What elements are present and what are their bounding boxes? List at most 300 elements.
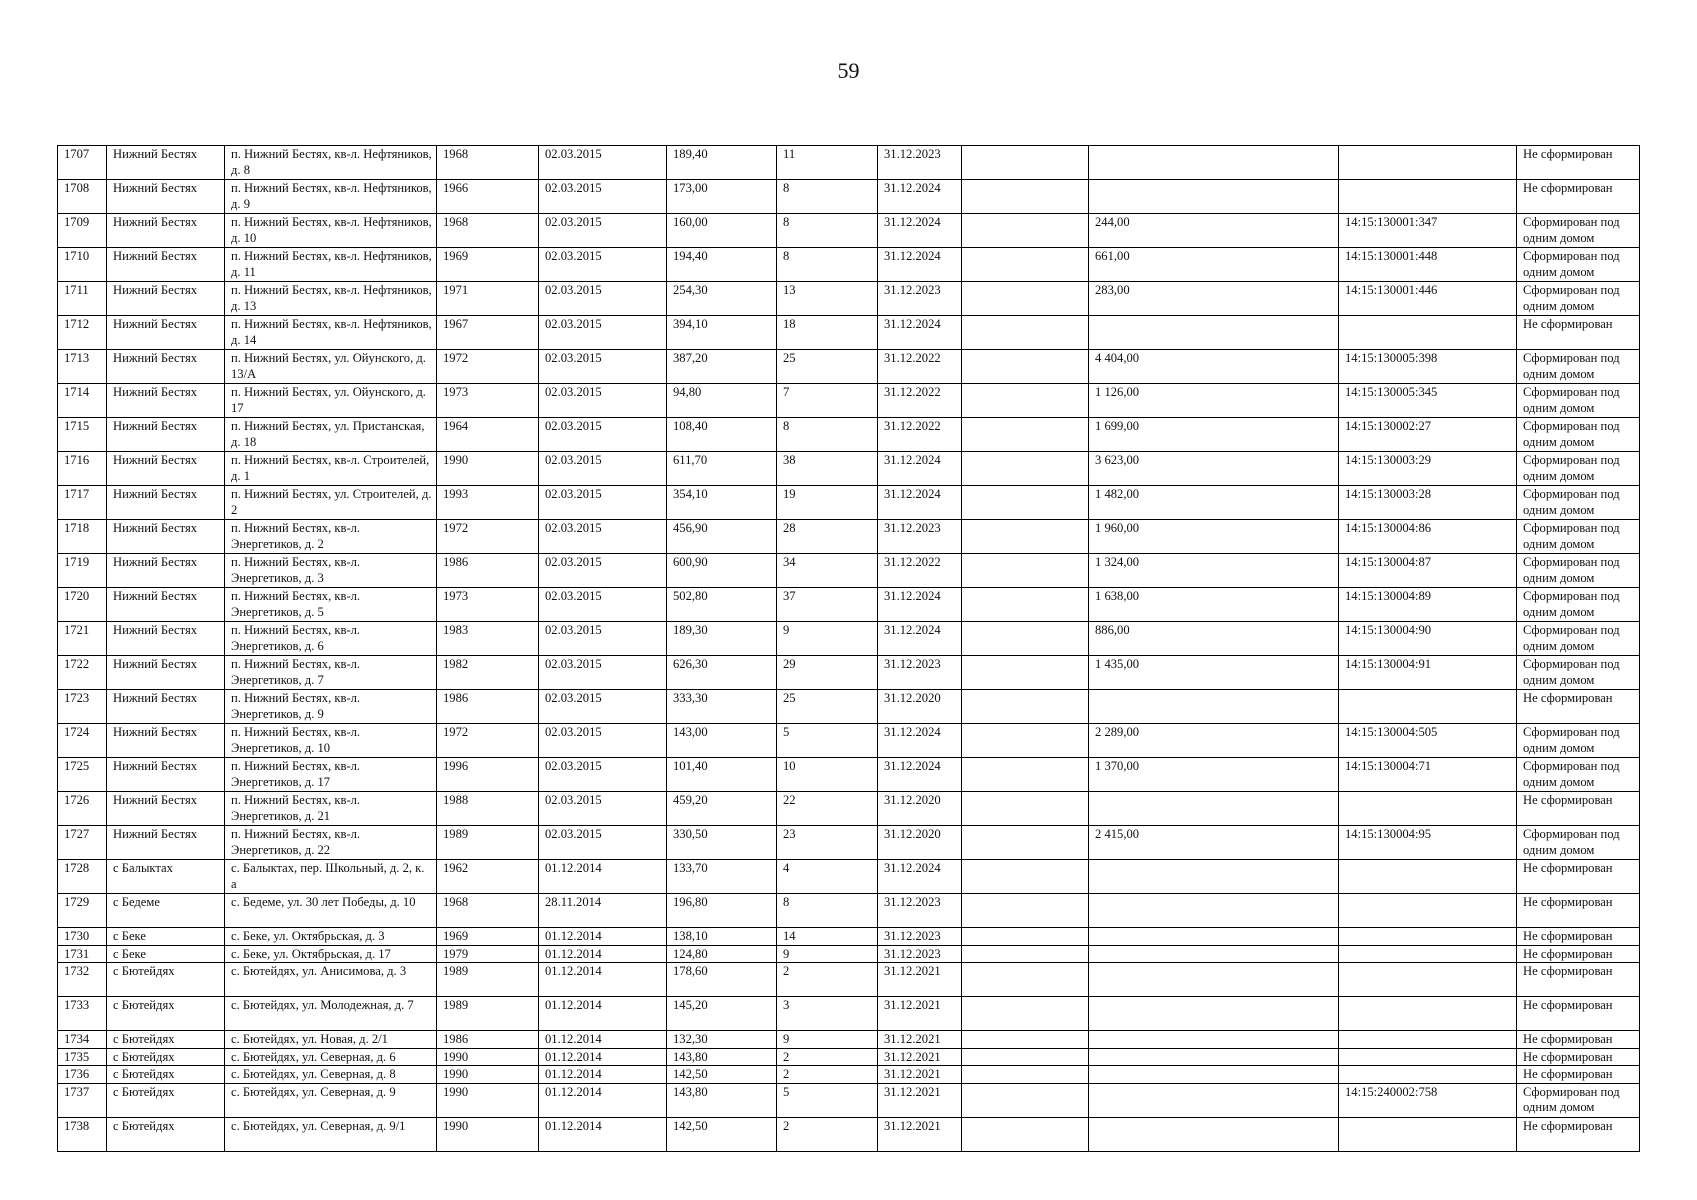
cell-status: Не сформирован: [1517, 1031, 1640, 1049]
cell-address: п. Нижний Бестях, кв-л. Строителей, д. 1: [225, 452, 437, 486]
table-row: [58, 928, 1640, 946]
cell-address: п. Нижний Бестях, ул. Ойунского, д. 17: [225, 384, 437, 418]
cell-status: Сформирован под одним домом: [1517, 1083, 1640, 1117]
cell-deadline: 31.12.2024: [878, 452, 962, 486]
cell-empty: [962, 452, 1089, 486]
cell-cadastral: 14:15:130004:91: [1339, 656, 1517, 690]
cell-status: Сформирован под одним домом: [1517, 554, 1640, 588]
cell-area: 132,30: [667, 1031, 777, 1049]
cell-address: с. Бютейдях, ул. Молодежная, д. 7: [225, 997, 437, 1031]
cell-year: 1969: [437, 248, 539, 282]
cell-area: 143,80: [667, 1083, 777, 1117]
cell-deadline: 31.12.2023: [878, 928, 962, 946]
table-row: [58, 1083, 1640, 1117]
cell-empty: [962, 180, 1089, 214]
cell-date: 01.12.2014: [539, 928, 667, 946]
cell-address: п. Нижний Бестях, кв-л. Нефтяников, д. 10: [225, 214, 437, 248]
cell-cadastral: 14:15:130004:89: [1339, 588, 1517, 622]
cell-area: 611,70: [667, 452, 777, 486]
table-row: [58, 690, 1640, 724]
cell-status: Не сформирован: [1517, 1117, 1640, 1151]
cell-deadline: 31.12.2024: [878, 622, 962, 656]
cell-deadline: 31.12.2022: [878, 384, 962, 418]
cell-land-area: 1 699,00: [1089, 418, 1339, 452]
cell-residents: 11: [777, 146, 878, 180]
cell-residents: 19: [777, 486, 878, 520]
cell-area: 502,80: [667, 588, 777, 622]
cell-year: 1972: [437, 520, 539, 554]
table-row: [58, 214, 1640, 248]
cell-address: п. Нижний Бестях, кв-л. Энергетиков, д. 7: [225, 656, 437, 690]
cell-area: 387,20: [667, 350, 777, 384]
cell-id: 1721: [58, 622, 107, 656]
cell-empty: [962, 997, 1089, 1031]
cell-address: с. Балыктах, пер. Школьный, д. 2, к. а: [225, 860, 437, 894]
table-row: [58, 1117, 1640, 1151]
cell-deadline: 31.12.2021: [878, 963, 962, 997]
cell-land-area: 4 404,00: [1089, 350, 1339, 384]
cell-deadline: 31.12.2022: [878, 418, 962, 452]
cell-area: 626,30: [667, 656, 777, 690]
cell-address: с. Бютейдях, ул. Северная, д. 8: [225, 1066, 437, 1084]
cell-area: 456,90: [667, 520, 777, 554]
cell-settlement: с Бютейдях: [107, 1066, 225, 1084]
cell-empty: [962, 554, 1089, 588]
cell-cadastral: 14:15:130001:347: [1339, 214, 1517, 248]
cell-settlement: Нижний Бестях: [107, 316, 225, 350]
cell-area: 194,40: [667, 248, 777, 282]
cell-date: 02.03.2015: [539, 180, 667, 214]
cell-empty: [962, 622, 1089, 656]
cell-settlement: Нижний Бестях: [107, 418, 225, 452]
cell-deadline: 31.12.2023: [878, 894, 962, 928]
cell-residents: 29: [777, 656, 878, 690]
cell-residents: 5: [777, 1083, 878, 1117]
cell-status: Не сформирован: [1517, 997, 1640, 1031]
cell-settlement: с Балыктах: [107, 860, 225, 894]
cell-date: 02.03.2015: [539, 690, 667, 724]
cell-year: 1966: [437, 180, 539, 214]
cell-residents: 28: [777, 520, 878, 554]
cell-land-area: [1089, 1048, 1339, 1066]
cell-area: 600,90: [667, 554, 777, 588]
cell-date: 01.12.2014: [539, 1083, 667, 1117]
cell-land-area: 1 482,00: [1089, 486, 1339, 520]
cell-address: с. Бютейдях, ул. Новая, д. 2/1: [225, 1031, 437, 1049]
cell-address: п. Нижний Бестях, ул. Ойунского, д. 13/А: [225, 350, 437, 384]
cell-status: Не сформирован: [1517, 690, 1640, 724]
cell-year: 1982: [437, 656, 539, 690]
table-row: [58, 1031, 1640, 1049]
cell-date: 02.03.2015: [539, 282, 667, 316]
cell-land-area: [1089, 928, 1339, 946]
table-row: [58, 963, 1640, 997]
table-row: [58, 146, 1640, 180]
cell-id: 1734: [58, 1031, 107, 1049]
cell-settlement: с Беке: [107, 945, 225, 963]
cell-residents: 4: [777, 860, 878, 894]
cell-settlement: с Бютейдях: [107, 1117, 225, 1151]
cell-year: 1971: [437, 282, 539, 316]
cell-year: 1962: [437, 860, 539, 894]
cell-area: 160,00: [667, 214, 777, 248]
cell-status: Не сформирован: [1517, 928, 1640, 946]
cell-land-area: [1089, 1117, 1339, 1151]
cell-status: Не сформирован: [1517, 1048, 1640, 1066]
cell-empty: [962, 792, 1089, 826]
cell-id: 1729: [58, 894, 107, 928]
cell-land-area: 1 126,00: [1089, 384, 1339, 418]
cell-settlement: Нижний Бестях: [107, 146, 225, 180]
table-row: [58, 180, 1640, 214]
cell-year: 1989: [437, 826, 539, 860]
cell-id: 1711: [58, 282, 107, 316]
cell-settlement: Нижний Бестях: [107, 384, 225, 418]
cell-land-area: [1089, 792, 1339, 826]
cell-area: 94,80: [667, 384, 777, 418]
cell-id: 1731: [58, 945, 107, 963]
cell-id: 1733: [58, 997, 107, 1031]
cell-id: 1735: [58, 1048, 107, 1066]
cell-land-area: [1089, 894, 1339, 928]
cell-status: Не сформирован: [1517, 1066, 1640, 1084]
cell-empty: [962, 1117, 1089, 1151]
cell-settlement: Нижний Бестях: [107, 180, 225, 214]
cell-area: 354,10: [667, 486, 777, 520]
cell-address: с. Бютейдях, ул. Анисимова, д. 3: [225, 963, 437, 997]
cell-settlement: с Бютейдях: [107, 1031, 225, 1049]
cell-address: с. Бютейдях, ул. Северная, д. 6: [225, 1048, 437, 1066]
cell-id: 1726: [58, 792, 107, 826]
cell-cadastral: 14:15:130002:27: [1339, 418, 1517, 452]
cell-residents: 2: [777, 963, 878, 997]
cell-land-area: [1089, 146, 1339, 180]
table-row: [58, 997, 1640, 1031]
cell-empty: [962, 1031, 1089, 1049]
cell-deadline: 31.12.2024: [878, 758, 962, 792]
cell-deadline: 31.12.2021: [878, 1048, 962, 1066]
cell-date: 01.12.2014: [539, 997, 667, 1031]
cell-residents: 14: [777, 928, 878, 946]
cell-area: 138,10: [667, 928, 777, 946]
cell-status: Не сформирован: [1517, 894, 1640, 928]
cell-address: п. Нижний Бестях, кв-л. Нефтяников, д. 14: [225, 316, 437, 350]
table-row: [58, 316, 1640, 350]
cell-address: п. Нижний Бестях, кв-л. Энергетиков, д. 3: [225, 554, 437, 588]
cell-empty: [962, 146, 1089, 180]
cell-year: 1968: [437, 214, 539, 248]
cell-cadastral: [1339, 316, 1517, 350]
cell-residents: 2: [777, 1048, 878, 1066]
cell-year: 1996: [437, 758, 539, 792]
table-row: [58, 350, 1640, 384]
cell-land-area: 283,00: [1089, 282, 1339, 316]
table-row: [58, 792, 1640, 826]
cell-deadline: 31.12.2021: [878, 1117, 962, 1151]
table-row: [58, 656, 1640, 690]
cell-year: 1988: [437, 792, 539, 826]
cell-empty: [962, 860, 1089, 894]
table-row: [58, 894, 1640, 928]
cell-settlement: с Бютейдях: [107, 1048, 225, 1066]
cell-settlement: с Бютейдях: [107, 997, 225, 1031]
cell-id: 1723: [58, 690, 107, 724]
cell-residents: 2: [777, 1117, 878, 1151]
cell-year: 1967: [437, 316, 539, 350]
cell-empty: [962, 656, 1089, 690]
cell-cadastral: 14:15:130004:90: [1339, 622, 1517, 656]
cell-residents: 3: [777, 997, 878, 1031]
cell-empty: [962, 520, 1089, 554]
cell-settlement: Нижний Бестях: [107, 724, 225, 758]
cell-empty: [962, 1048, 1089, 1066]
cell-empty: [962, 418, 1089, 452]
cell-year: 1973: [437, 384, 539, 418]
cell-status: Сформирован под одним домом: [1517, 520, 1640, 554]
cell-date: 02.03.2015: [539, 554, 667, 588]
cell-empty: [962, 724, 1089, 758]
cell-cadastral: 14:15:130004:86: [1339, 520, 1517, 554]
cell-residents: 8: [777, 894, 878, 928]
cell-address: с. Бедеме, ул. 30 лет Победы, д. 10: [225, 894, 437, 928]
housing-registry-table: [57, 145, 1640, 1152]
cell-date: 28.11.2014: [539, 894, 667, 928]
cell-date: 02.03.2015: [539, 452, 667, 486]
cell-land-area: 1 638,00: [1089, 588, 1339, 622]
cell-deadline: 31.12.2024: [878, 588, 962, 622]
cell-year: 1983: [437, 622, 539, 656]
cell-year: 1972: [437, 724, 539, 758]
cell-status: Не сформирован: [1517, 860, 1640, 894]
cell-deadline: 31.12.2024: [878, 214, 962, 248]
cell-settlement: Нижний Бестях: [107, 282, 225, 316]
cell-year: 1979: [437, 945, 539, 963]
cell-land-area: 1 960,00: [1089, 520, 1339, 554]
table-row: [58, 622, 1640, 656]
cell-status: Не сформирован: [1517, 792, 1640, 826]
cell-deadline: 31.12.2024: [878, 860, 962, 894]
cell-year: 1990: [437, 1117, 539, 1151]
cell-empty: [962, 214, 1089, 248]
cell-settlement: Нижний Бестях: [107, 350, 225, 384]
cell-residents: 25: [777, 690, 878, 724]
cell-settlement: Нижний Бестях: [107, 758, 225, 792]
cell-address: п. Нижний Бестях, кв-л. Энергетиков, д. 6: [225, 622, 437, 656]
cell-date: 02.03.2015: [539, 792, 667, 826]
cell-address: п. Нижний Бестях, ул. Строителей, д. 2: [225, 486, 437, 520]
cell-status: Сформирован под одним домом: [1517, 758, 1640, 792]
table-row: [58, 452, 1640, 486]
cell-status: Сформирован под одним домом: [1517, 384, 1640, 418]
cell-area: 143,00: [667, 724, 777, 758]
cell-date: 02.03.2015: [539, 622, 667, 656]
cell-date: 01.12.2014: [539, 1031, 667, 1049]
cell-cadastral: [1339, 928, 1517, 946]
cell-land-area: [1089, 316, 1339, 350]
cell-year: 1990: [437, 1083, 539, 1117]
cell-address: п. Нижний Бестях, кв-л. Нефтяников, д. 8: [225, 146, 437, 180]
cell-id: 1717: [58, 486, 107, 520]
cell-status: Не сформирован: [1517, 963, 1640, 997]
cell-status: Сформирован под одним домом: [1517, 452, 1640, 486]
cell-address: п. Нижний Бестях, кв-л. Энергетиков, д. 10: [225, 724, 437, 758]
cell-status: Сформирован под одним домом: [1517, 248, 1640, 282]
cell-area: 394,10: [667, 316, 777, 350]
cell-residents: 2: [777, 1066, 878, 1084]
cell-residents: 23: [777, 826, 878, 860]
cell-deadline: 31.12.2024: [878, 724, 962, 758]
cell-area: 101,40: [667, 758, 777, 792]
cell-status: Сформирован под одним домом: [1517, 588, 1640, 622]
cell-status: Не сформирован: [1517, 180, 1640, 214]
cell-residents: 5: [777, 724, 878, 758]
cell-residents: 25: [777, 350, 878, 384]
cell-area: 333,30: [667, 690, 777, 724]
cell-cadastral: [1339, 1048, 1517, 1066]
table-row: [58, 486, 1640, 520]
cell-residents: 7: [777, 384, 878, 418]
cell-cadastral: 14:15:130003:28: [1339, 486, 1517, 520]
table-row: [58, 826, 1640, 860]
cell-land-area: [1089, 1083, 1339, 1117]
cell-cadastral: [1339, 180, 1517, 214]
cell-settlement: с Бютейдях: [107, 1083, 225, 1117]
cell-status: Сформирован под одним домом: [1517, 826, 1640, 860]
cell-year: 1986: [437, 690, 539, 724]
cell-area: 173,00: [667, 180, 777, 214]
cell-deadline: 31.12.2020: [878, 826, 962, 860]
cell-cadastral: 14:15:130005:345: [1339, 384, 1517, 418]
cell-land-area: 661,00: [1089, 248, 1339, 282]
cell-id: 1738: [58, 1117, 107, 1151]
cell-deadline: 31.12.2021: [878, 1083, 962, 1117]
cell-deadline: 31.12.2022: [878, 554, 962, 588]
cell-deadline: 31.12.2024: [878, 180, 962, 214]
cell-empty: [962, 963, 1089, 997]
cell-id: 1724: [58, 724, 107, 758]
cell-residents: 8: [777, 214, 878, 248]
cell-id: 1730: [58, 928, 107, 946]
cell-date: 02.03.2015: [539, 724, 667, 758]
cell-residents: 34: [777, 554, 878, 588]
cell-cadastral: [1339, 997, 1517, 1031]
cell-address: п. Нижний Бестях, ул. Пристанская, д. 18: [225, 418, 437, 452]
cell-id: 1710: [58, 248, 107, 282]
cell-deadline: 31.12.2023: [878, 945, 962, 963]
cell-status: Сформирован под одним домом: [1517, 214, 1640, 248]
cell-residents: 8: [777, 180, 878, 214]
cell-date: 02.03.2015: [539, 520, 667, 554]
table-row: [58, 1048, 1640, 1066]
cell-status: Сформирован под одним домом: [1517, 724, 1640, 758]
cell-year: 1989: [437, 997, 539, 1031]
cell-empty: [962, 945, 1089, 963]
table-row: [58, 588, 1640, 622]
cell-address: п. Нижний Бестях, кв-л. Нефтяников, д. 9: [225, 180, 437, 214]
cell-cadastral: [1339, 963, 1517, 997]
cell-deadline: 31.12.2021: [878, 1031, 962, 1049]
cell-area: 330,50: [667, 826, 777, 860]
cell-date: 01.12.2014: [539, 860, 667, 894]
cell-cadastral: [1339, 860, 1517, 894]
cell-cadastral: [1339, 690, 1517, 724]
cell-area: 196,80: [667, 894, 777, 928]
cell-empty: [962, 894, 1089, 928]
cell-id: 1737: [58, 1083, 107, 1117]
cell-deadline: 31.12.2023: [878, 656, 962, 690]
cell-residents: 9: [777, 622, 878, 656]
cell-address: п. Нижний Бестях, кв-л. Энергетиков, д. 2: [225, 520, 437, 554]
cell-cadastral: 14:15:130004:71: [1339, 758, 1517, 792]
cell-year: 1990: [437, 1048, 539, 1066]
cell-empty: [962, 316, 1089, 350]
cell-empty: [962, 248, 1089, 282]
cell-address: с. Бютейдях, ул. Северная, д. 9/1: [225, 1117, 437, 1151]
cell-date: 02.03.2015: [539, 146, 667, 180]
cell-status: Не сформирован: [1517, 945, 1640, 963]
cell-deadline: 31.12.2024: [878, 248, 962, 282]
cell-year: 1986: [437, 1031, 539, 1049]
cell-land-area: 1 435,00: [1089, 656, 1339, 690]
cell-deadline: 31.12.2021: [878, 1066, 962, 1084]
cell-settlement: Нижний Бестях: [107, 826, 225, 860]
cell-settlement: Нижний Бестях: [107, 554, 225, 588]
cell-settlement: Нижний Бестях: [107, 588, 225, 622]
cell-id: 1715: [58, 418, 107, 452]
cell-year: 1990: [437, 1066, 539, 1084]
cell-date: 02.03.2015: [539, 316, 667, 350]
cell-date: 02.03.2015: [539, 350, 667, 384]
cell-area: 459,20: [667, 792, 777, 826]
cell-empty: [962, 826, 1089, 860]
cell-id: 1712: [58, 316, 107, 350]
cell-settlement: Нижний Бестях: [107, 520, 225, 554]
cell-id: 1709: [58, 214, 107, 248]
cell-id: 1719: [58, 554, 107, 588]
cell-cadastral: 14:15:240002:758: [1339, 1083, 1517, 1117]
cell-settlement: с Бютейдях: [107, 963, 225, 997]
cell-settlement: Нижний Бестях: [107, 656, 225, 690]
cell-year: 1968: [437, 894, 539, 928]
cell-address: п. Нижний Бестях, кв-л. Нефтяников, д. 13: [225, 282, 437, 316]
cell-status: Не сформирован: [1517, 146, 1640, 180]
cell-empty: [962, 384, 1089, 418]
cell-cadastral: 14:15:130004:87: [1339, 554, 1517, 588]
cell-date: 02.03.2015: [539, 826, 667, 860]
cell-id: 1707: [58, 146, 107, 180]
cell-year: 1986: [437, 554, 539, 588]
cell-land-area: [1089, 1066, 1339, 1084]
cell-deadline: 31.12.2024: [878, 316, 962, 350]
cell-land-area: 3 623,00: [1089, 452, 1339, 486]
cell-date: 02.03.2015: [539, 656, 667, 690]
cell-deadline: 31.12.2020: [878, 690, 962, 724]
cell-date: 01.12.2014: [539, 1066, 667, 1084]
table-row: [58, 860, 1640, 894]
cell-settlement: с Беке: [107, 928, 225, 946]
cell-land-area: 2 289,00: [1089, 724, 1339, 758]
cell-id: 1716: [58, 452, 107, 486]
cell-address: п. Нижний Бестях, кв-л. Нефтяников, д. 11: [225, 248, 437, 282]
cell-address: с. Бютейдях, ул. Северная, д. 9: [225, 1083, 437, 1117]
cell-cadastral: [1339, 146, 1517, 180]
cell-cadastral: [1339, 1031, 1517, 1049]
cell-land-area: 1 370,00: [1089, 758, 1339, 792]
cell-date: 01.12.2014: [539, 1117, 667, 1151]
cell-year: 1964: [437, 418, 539, 452]
cell-id: 1718: [58, 520, 107, 554]
cell-status: Сформирован под одним домом: [1517, 418, 1640, 452]
